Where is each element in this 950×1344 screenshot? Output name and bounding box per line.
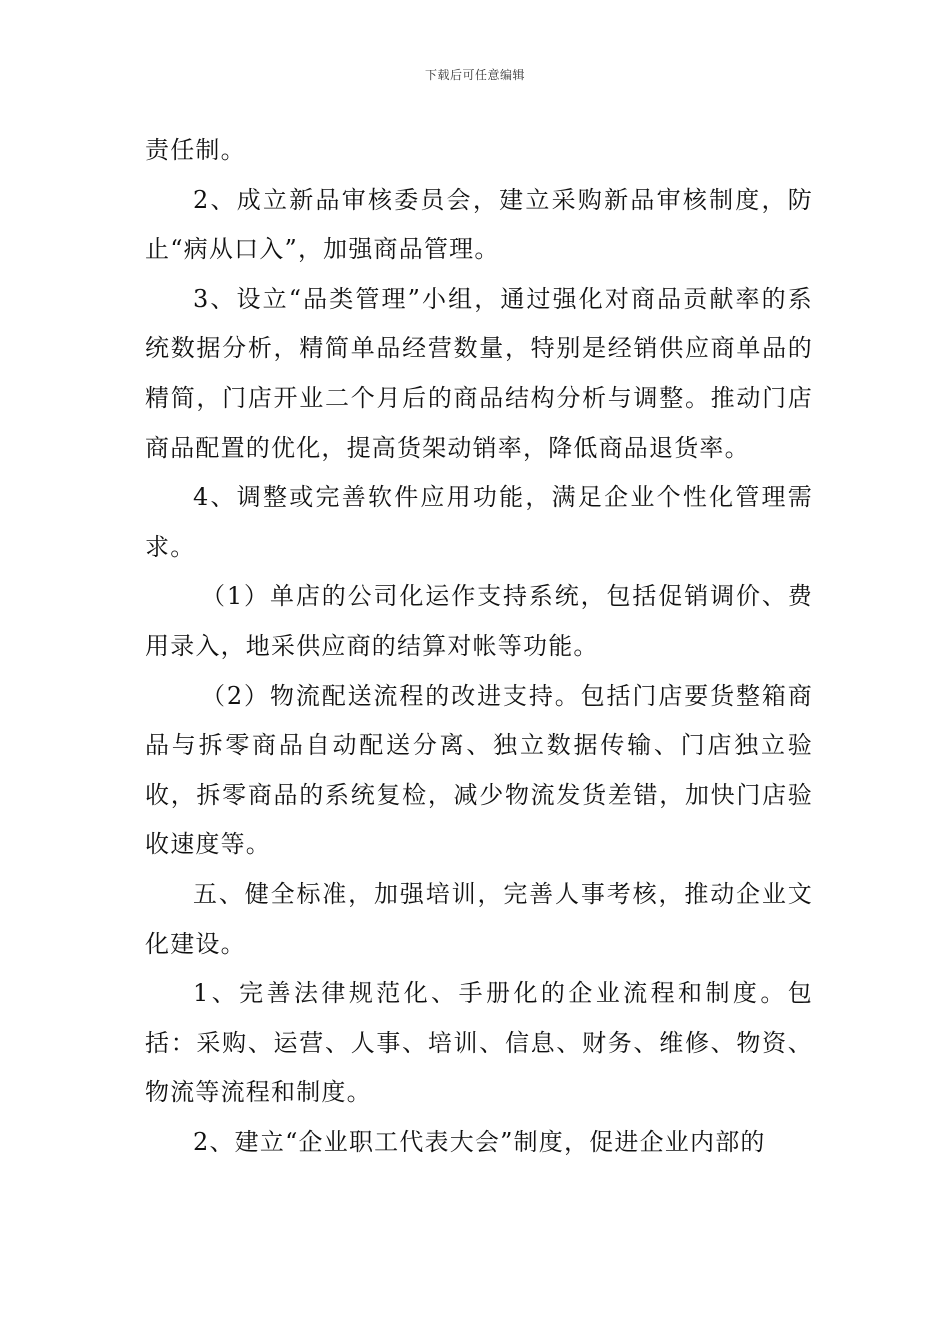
paragraph-1: 责任制。 xyxy=(145,136,246,164)
paragraph-7: 五、健全标准，加强培训，完善人事考核，推动企业文化建设。 xyxy=(145,879,813,958)
paragraph-5: （1）单店的公司化运作支持系统，包括促销调价、费用录入，地采供应商的结算对帐等功能。 xyxy=(145,582,813,660)
paragraph-8: 1、完善法律规范化、手册化的企业流程和制度。包括：采购、运营、人事、培训、信息、财务、维修、物资、物流等流程和制度。 xyxy=(145,979,813,1107)
paragraph-9: 2、建立“企业职工代表大会”制度，促进企业内部的 xyxy=(193,1127,766,1156)
document-body xyxy=(145,126,813,1167)
paragraph-2: 2、成立新品审核委员会，建立采购新品审核制度，防止“病从口入”，加强商品管理。 xyxy=(145,185,813,264)
paragraph-6: （2）物流配送流程的改进支持。包括门店要货整箱商品与拆零商品自动配送分离、独立数据传输、门店独立验收，拆零商品的系统复检，减少物流发货差错，加快门店验收速度等。 xyxy=(145,681,813,859)
page-header: 下载后可任意编辑 xyxy=(424,68,525,82)
paragraph-3: 3、设立“品类管理”小组，通过强化对商品贡献率的系统数据分析，精简单品经营数量，特别是经销供应商单品的精简，门店开业二个月后的商品结构分析与调整。推动门店商品配置的优化，提高货架动销率，降低商品退货率。 xyxy=(145,284,813,462)
paragraph-4: 4、调整或完善软件应用功能，满足企业个性化管理需求。 xyxy=(145,483,813,561)
